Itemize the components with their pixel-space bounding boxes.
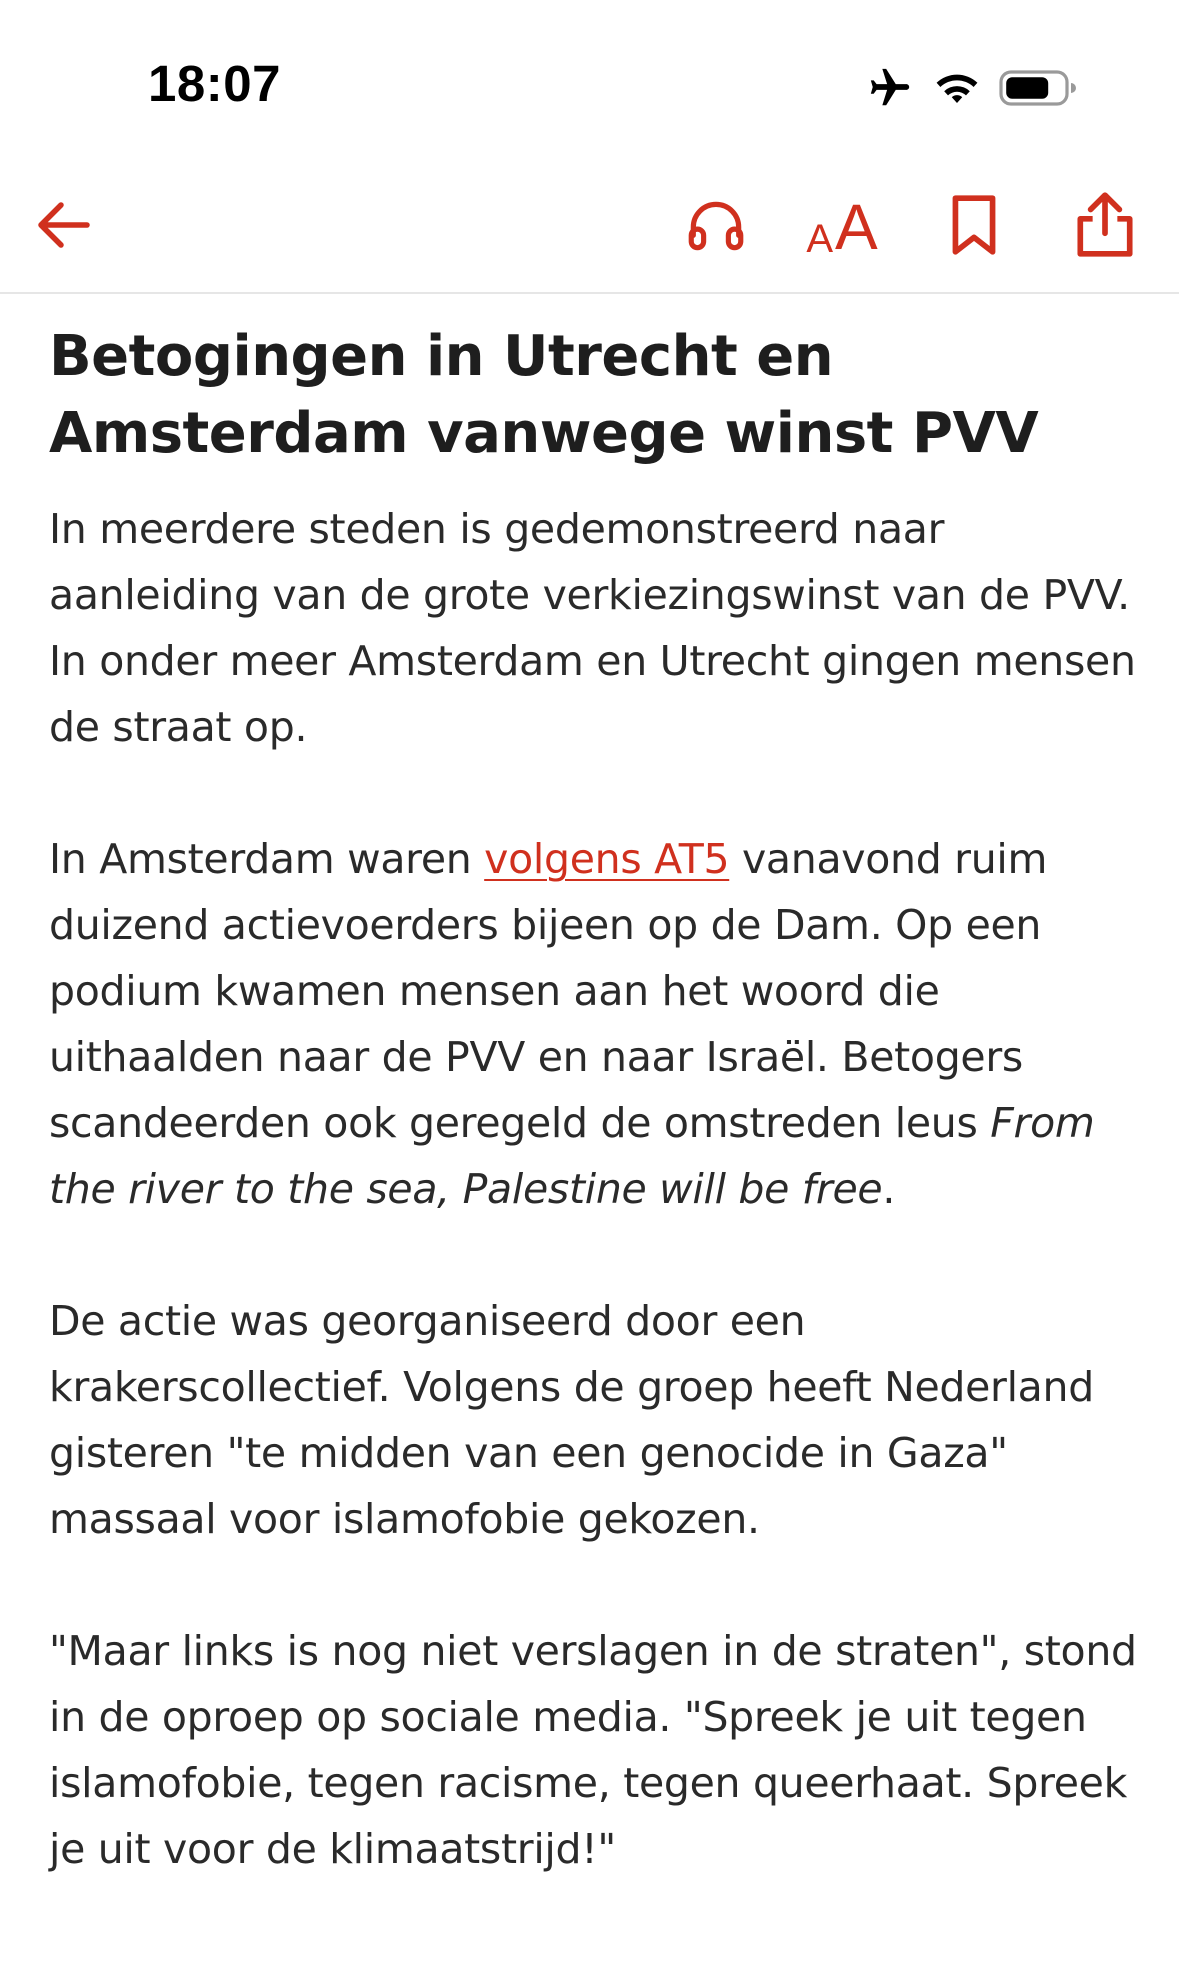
paragraph-2-text-middle: vanavond ruim duizend actievoerders bijeen op de Dam. Op een podium kwamen mensen aan het woord die uithaalden naar de PVV en naar Israël. Betogers scandeerden ook geregeld de omstreden leus bbox=[49, 835, 1048, 1147]
wifi-icon bbox=[933, 68, 981, 108]
text-size-button[interactable] bbox=[797, 182, 887, 272]
back-button[interactable] bbox=[18, 182, 108, 272]
text-size-small-label: A bbox=[806, 217, 833, 261]
text-size-icon bbox=[806, 191, 878, 263]
status-bar bbox=[0, 0, 1179, 150]
article-paragraph-3: De actie was georganiseerd door een krakerscollectief. Volgens de groep heeft Nederland gisteren "te midden van een genocide in Gaza" massaal voor islamofobie gekozen. bbox=[49, 1297, 1094, 1543]
status-icons bbox=[865, 62, 1079, 114]
paragraph-2-text-start: In Amsterdam waren bbox=[49, 835, 485, 883]
article-headline: Betogingen in Utrecht en Amsterdam vanwege winst PVV bbox=[49, 324, 1039, 466]
article-paragraph-2 bbox=[49, 826, 1139, 1222]
article-paragraph-4: "Maar links is nog niet verslagen in de straten", stond in de oproep op sociale media. "Spreek je uit tegen islamofobie, tegen racisme, tegen queerhaat. Spreek je uit voor de klimaatstrijd!" bbox=[49, 1627, 1137, 1873]
article-paragraph-1: In meerdere steden is gedemonstreerd naar aanleiding van de grote verkiezingswinst van de PVV. In onder meer Amsterdam en Utrecht gingen mensen de straat op. bbox=[49, 505, 1136, 751]
bookmark-icon bbox=[944, 192, 1004, 262]
listen-button[interactable] bbox=[671, 182, 761, 272]
source-link-at5[interactable]: volgens AT5 bbox=[484, 835, 730, 883]
article-toolbar bbox=[0, 170, 1179, 294]
arrow-left-icon bbox=[31, 193, 95, 261]
text-size-big-label: A bbox=[835, 191, 878, 263]
share-button[interactable] bbox=[1060, 182, 1150, 272]
article-body bbox=[49, 318, 1139, 1882]
quoted-slogan: From the river to the sea, Palestine will be free bbox=[49, 1099, 1095, 1213]
airplane-icon bbox=[865, 65, 915, 111]
status-time: 18:07 bbox=[148, 55, 281, 112]
battery-icon bbox=[999, 68, 1079, 108]
share-icon bbox=[1072, 190, 1138, 264]
headphones-icon bbox=[683, 192, 749, 262]
bookmark-button[interactable] bbox=[929, 182, 1019, 272]
paragraph-2-text-end: . bbox=[882, 1165, 896, 1213]
